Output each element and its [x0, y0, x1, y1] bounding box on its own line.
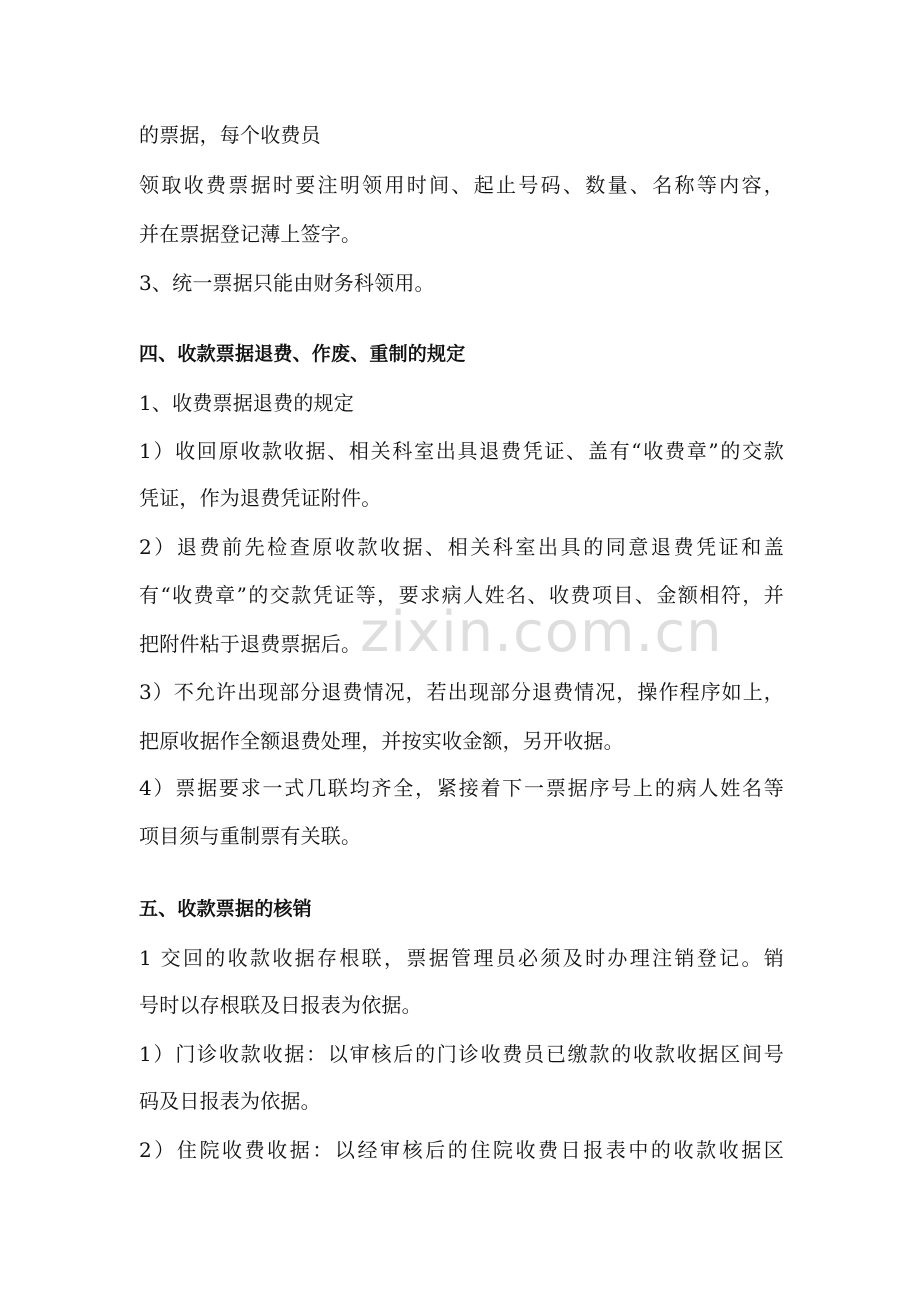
text-line-6: 1、收费票据退费的规定	[139, 391, 354, 415]
text-line-19: 1）门诊收款收据：以审核后的门诊收费员已缴款的收款收据区间号	[139, 1042, 784, 1066]
text-line-14: 4）票据要求一式几联均齐全，紧接着下一票据序号上的病人姓名等	[139, 776, 784, 800]
text-line-3: 并在票据登记薄上签字。	[139, 222, 362, 246]
section-heading-4: 四、收款票据退费、作废、重制的规定	[139, 343, 466, 365]
text-line-15: 项目须与重制票有关联。	[139, 824, 362, 848]
text-line-4: 3、统一票据只能由财务科领用。	[139, 271, 435, 295]
text-line-21: 2）住院收费收据：以经审核后的住院收费日报表中的收款收据区	[139, 1138, 784, 1162]
watermark: zixin.com.cn	[360, 600, 723, 665]
text-line-10: 有“收费章”的交款凭证等，要求病人姓名、收费项目、金额相符，并	[139, 583, 784, 607]
text-line-1: 的票据，每个收费员	[139, 123, 321, 147]
text-line-13: 把原收据作全额退费处理，并按实收金额，另开收据。	[139, 729, 624, 753]
text-line-11: 把附件粘于退费票据后。	[139, 632, 362, 656]
text-line-20: 码及日报表为依据。	[139, 1089, 321, 1113]
text-line-18: 号时以存根联及日报表为依据。	[139, 993, 422, 1017]
text-line-7: 1）收回原收款收据、相关科室出具退费凭证、盖有“收费章”的交款	[139, 439, 784, 463]
section-heading-5: 五、收款票据的核销	[139, 898, 312, 920]
text-line-17: 1 交回的收款收据存根联，票据管理员必须及时办理注销登记。销	[139, 946, 784, 970]
text-line-12: 3）不允许出现部分退费情况，若出现部分退费情况，操作程序如上，	[139, 680, 784, 704]
text-line-2: 领取收费票据时要注明领用时间、起止号码、数量、名称等内容，	[139, 173, 784, 197]
text-line-8: 凭证，作为退费凭证附件。	[139, 486, 382, 510]
text-line-9: 2）退费前先检查原收款收据、相关科室出具的同意退费凭证和盖	[139, 535, 784, 559]
